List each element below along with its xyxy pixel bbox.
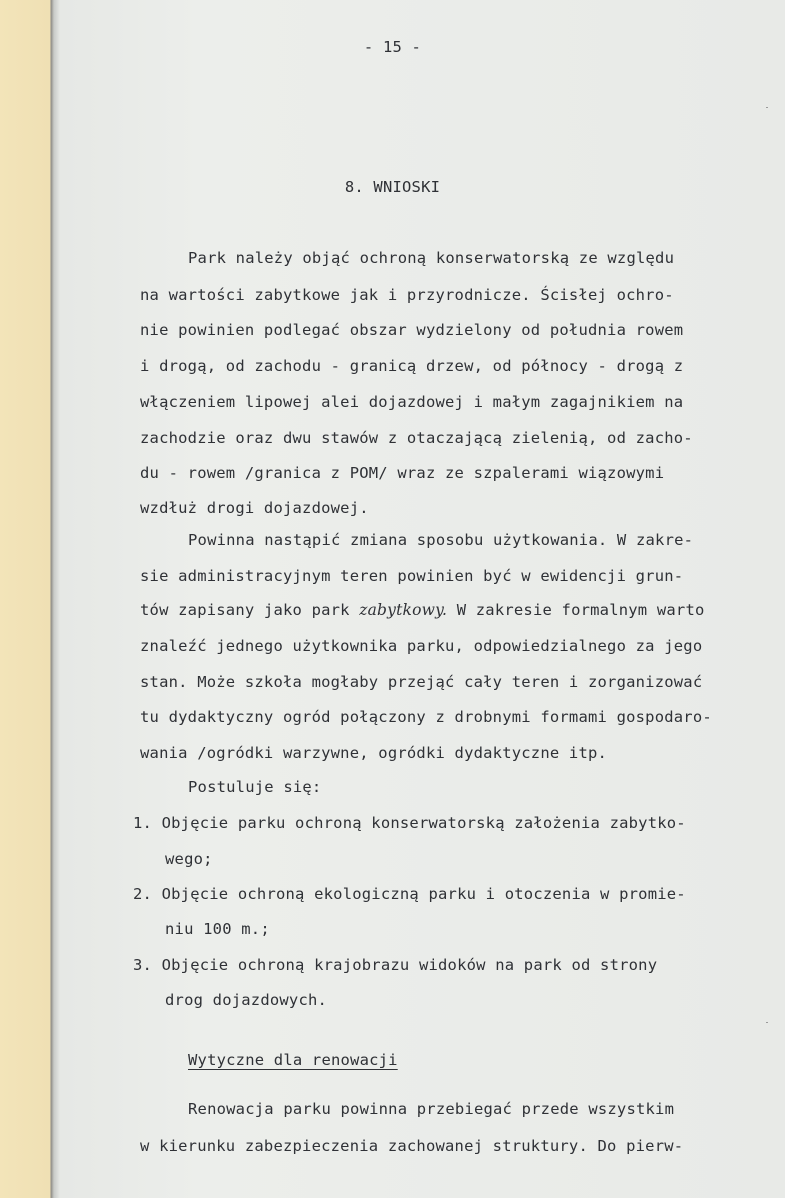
- postulates-intro: Postuluje się:: [188, 778, 322, 796]
- list-item: 3. Objęcie ochroną krajobrazu widoków na park od strony: [133, 956, 658, 974]
- handwritten-correction: zabytkowy.: [359, 601, 448, 619]
- text-line: w kierunku zabezpieczenia zachowanej struktury. Do pierw-: [140, 1137, 684, 1155]
- text-line: stan. Może szkoła mogłaby przejąć cały teren i zorganizować: [140, 673, 703, 691]
- list-item: 2. Objęcie ochroną ekologiczną parku i otoczenia w promie-: [133, 885, 686, 903]
- text-line: du - rowem /granica z POM/ wraz ze szpalerami wiązowymi: [140, 464, 665, 482]
- text-line: Park należy objąć ochroną konserwatorską ze względu: [188, 249, 675, 267]
- text-line: wzdłuż drogi dojazdowej.: [140, 499, 369, 517]
- list-item: 1. Objęcie parku ochroną konserwatorską założenia zabytko-: [133, 814, 686, 832]
- text-line: Powinna nastąpić zmiana sposobu użytkowania. W zakre-: [188, 531, 694, 549]
- section-title: 8. WNIOSKI: [344, 178, 441, 196]
- text-line: znaleźć jednego użytkownika parku, odpowiedzialnego za jego: [140, 637, 703, 655]
- paper-speck: [766, 107, 768, 108]
- list-item-continuation: wego;: [165, 850, 213, 868]
- text-line: nie powinien podlegać obszar wydzielony od południa rowem: [140, 321, 684, 339]
- paper-speck: [766, 1022, 768, 1023]
- text-line: na wartości zabytkowe jak i przyrodnicze. Ścisłej ochro-: [140, 286, 674, 304]
- page-number: - 15 -: [363, 38, 422, 56]
- text-line: Renowacja parku powinna przebiegać przede wszystkim: [188, 1100, 675, 1118]
- text-line: [140, 601, 705, 619]
- subheading: Wytyczne dla renowacji: [188, 1051, 398, 1069]
- text-line: włączeniem lipowej alei dojazdowej i małym zagajnikiem na: [140, 393, 684, 411]
- text-segment: W zakresie formalnym warto: [447, 601, 705, 619]
- text-line: i drogą, od zachodu - granicą drzew, od północy - drogą z: [140, 357, 684, 375]
- list-item-continuation: niu 100 m.;: [165, 920, 270, 938]
- text-line: sie administracyjnym teren powinien być w ewidencji grun-: [140, 567, 684, 585]
- text-line: wania /ogródki warzywne, ogródki dydaktyczne itp.: [140, 744, 608, 762]
- list-item-continuation: drog dojazdowych.: [165, 991, 328, 1009]
- text-line: zachodzie oraz dwu stawów z otaczającą zielenią, od zacho-: [140, 429, 693, 447]
- text-line: tu dydaktyczny ogród połączony z drobnymi formami gospodaro-: [140, 708, 712, 726]
- text-segment: tów zapisany jako park: [140, 601, 360, 619]
